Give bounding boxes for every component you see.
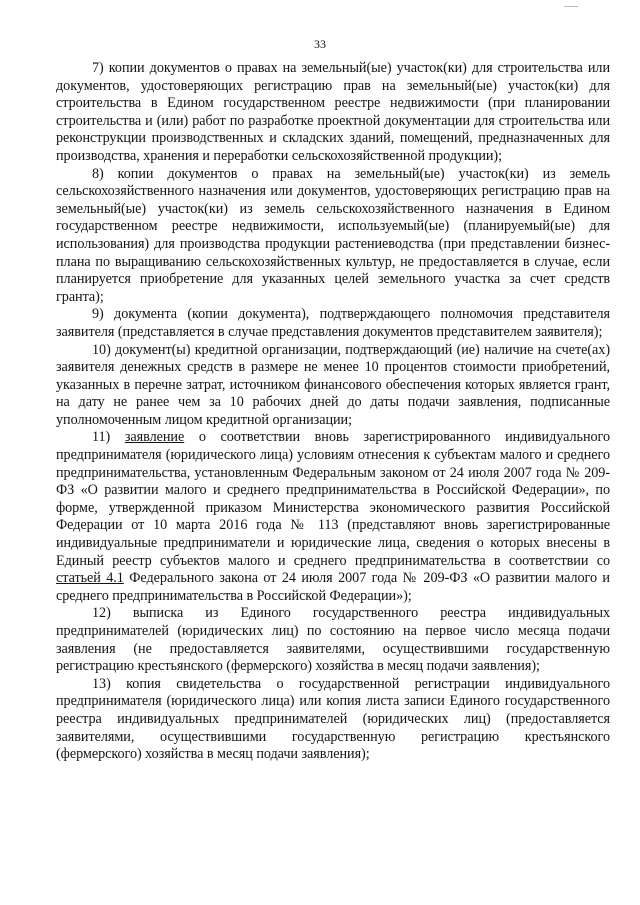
item-number: 10) (92, 341, 111, 358)
list-item-9 (56, 306, 610, 341)
item-text-continued: Федерального закона от 24 июля 2007 года № 209-ФЗ «О развитии малого и среднего предпринимательства в Российской Федерации»); (56, 570, 610, 604)
item-number: 11) (92, 429, 111, 446)
article-4-1-link[interactable]: статьей 4.1 (56, 570, 124, 587)
item-number: 9) (92, 306, 104, 323)
item-text: документа (копии документа), подтверждающего полномочия представителя заявителя (представляется в случае представления документов представителем заявителя); (56, 306, 611, 340)
scan-corner-mark (564, 0, 578, 7)
list-item-7 (56, 60, 610, 166)
page-number: 33 (314, 37, 326, 51)
item-text: выписка из Единого государственного реестра индивидуальных предпринимателей (юридических лиц) по состоянию на первое число месяца подачи заявления (не предоставляется заявителями, осуществившими государственную регистрацию крестьянского (фермерского) хозяйства в месяц подачи заявления); (56, 605, 611, 675)
list-item-11 (56, 429, 610, 605)
item-number: 12) (92, 605, 111, 622)
item-text: копии документов о правах на земельный(ые) участок(ки) из земель сельскохозяйственного назначения или документов, удостоверяющих регистрацию прав на земельный(ые) участок(ки) из земель сельскохозяйственного назначения в Едином государственном реестре недвижимости, используемый(ые) (планируемый(ые) для использования) для производства продукции растениеводства (при представлении бизнес-плана по выращиванию сельскохозяйственных культур, не предоставляется в случае, если планируется приобретение для указанных целей земельного участка за счет средств гранта); (56, 165, 611, 305)
zayavlenie-link[interactable]: заявление (124, 429, 185, 446)
document-body (56, 60, 610, 764)
item-text: копии документов о правах на земельный(ые) участок(ки) для строительства или документов, удостоверяющих регистрацию прав на земельный(ые) участок(ки) для строительства в Едином государственном реестре недвижимости (при планировании строительства и (или) работ по разработке проектной документации для строительства или реконструкции производственных и складских зданий, помещений, предназначенных для производства, хранения и переработки сельскохозяйственной продукции); (56, 60, 610, 164)
item-text: копия свидетельства о государственной регистрации индивидуального предпринимателя (юридического лица) или копия листа записи Единого государственного реестра индивидуальных предпринимателей (юридических лиц) (предоставляется заявителями, осуществившими государственную регистрацию крестьянского (фермерского) хозяйства в месяц подачи заявления); (56, 675, 610, 763)
item-text: о соответствии вновь зарегистрированного индивидуального предпринимателя (юридического лица) условиям отнесения к субъектам малого и среднего предпринимательства, установленным Федеральным законом от 24 июля 2007 года № 209-ФЗ «О развитии малого и среднего предпринимательства в Российской Федерации», по форме, утвержденной приказом Министерства экономического развития Российской Федерации от 10 марта 2016 года № 113 (представляют вновь зарегистрированные индивидуальные предприниматели и юридические лица, сведения о которых внесены в Единый реестр субъектов малого и среднего предпринимательства в соответствии со (56, 429, 610, 569)
item-text: документ(ы) кредитной организации, подтверждающий (ие) наличие на счете(ах) заявителя денежных средств в размере не менее 10 процентов стоимости приобретений, указанных в перечне затрат, источником финансового обеспечения которых является грант, на дату не ранее чем за 10 рабочих дней до даты подачи заявления, подписанные уполномоченным лицом кредитной организации; (56, 341, 610, 428)
item-number: 13) (92, 675, 111, 692)
list-item-13 (56, 676, 610, 764)
item-number: 8) (92, 165, 104, 182)
list-item-12 (56, 605, 610, 675)
item-number: 7) (92, 60, 104, 76)
list-item-10 (56, 342, 610, 430)
list-item-8 (56, 166, 610, 307)
